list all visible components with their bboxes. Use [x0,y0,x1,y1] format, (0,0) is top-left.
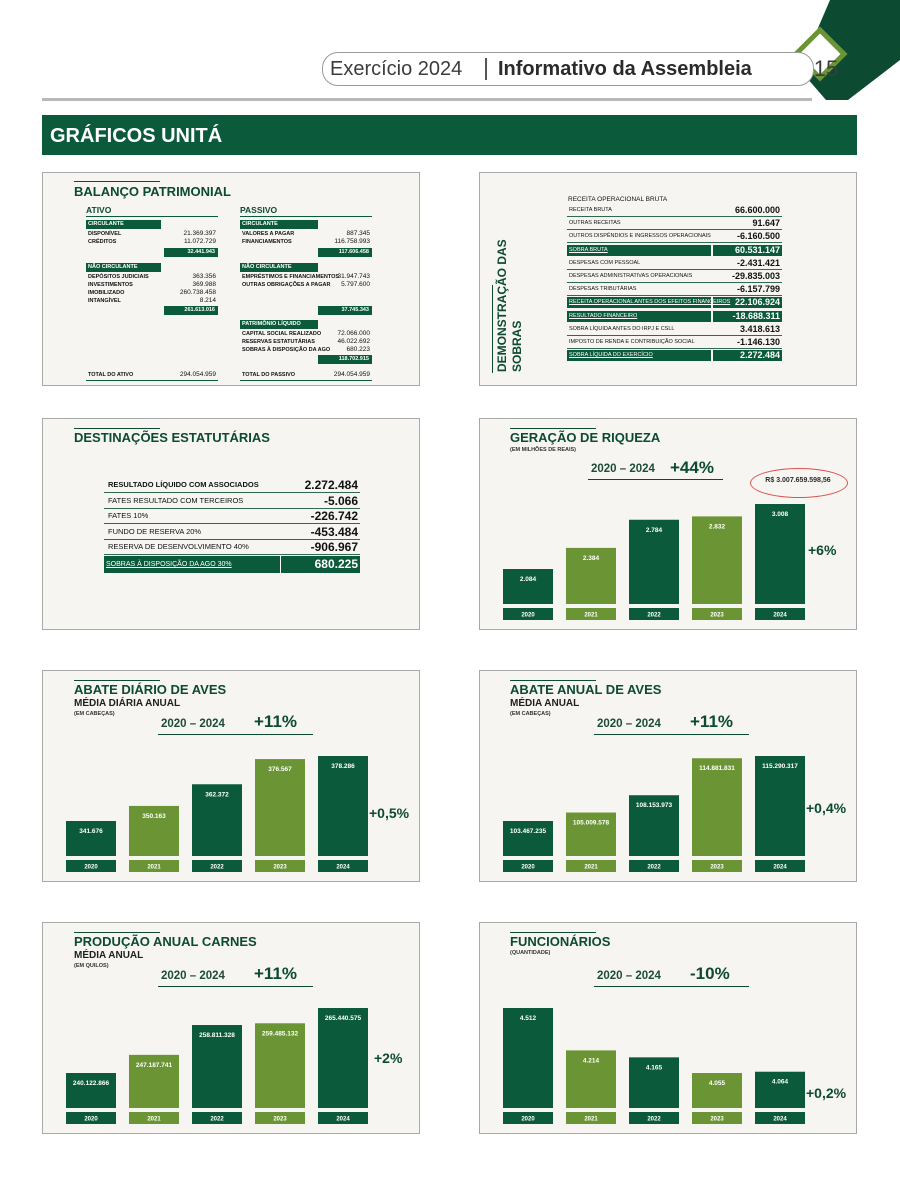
bar-value-label: 350.163 [142,812,166,820]
passivo-total-rule [240,380,372,381]
bar-value-label: 362.372 [205,791,229,799]
destinations-row-value: -906.967 [310,540,358,554]
destinations-final-divider [280,556,281,573]
bar-value-label: 114.881.831 [699,765,735,773]
demonstration-row-label: SOBRA BRUTA [569,246,608,253]
demonstration-row-value: 3.418.613 [739,323,780,334]
category-label: 2024 [773,612,787,619]
demonstration-row-label: OUTROS DISPÊNDIOS E INGRESSOS OPERACIONAIS [569,233,711,240]
category-label: 2020 [84,864,98,871]
destinations-row-label: FUNDO DE RESERVA 20% [108,526,202,536]
ativo-circulante-total: 32.441.943 [187,249,215,255]
bar-value-label: 378.286 [331,763,355,770]
ativo-row-label: INVESTIMENTOS [88,282,133,288]
category-label: 2023 [273,1116,287,1123]
ativo-row-label: DISPONÍVEL [88,231,122,237]
employees-period-change: -10% [690,964,730,983]
daily-slaughter-subtitle: MÉDIA DIÁRIA ANUAL [74,698,181,709]
chart-title-rule [74,932,160,933]
bar-value-label: 115.290.317 [762,763,798,770]
patrimonio-liquido-label: PATRIMÔNIO LÍQUIDO [242,321,301,327]
demonstration-row-label: DESPESAS TRIBUTÁRIAS [569,286,637,293]
category-label: 2023 [710,864,724,871]
bar-value-label: 2.384 [582,554,600,562]
meat-production-bar-chart [58,994,378,1129]
demonstration-row-label: RECEITA BRUTA [569,207,612,213]
chart-bar [503,1008,553,1108]
destinations-final-value: 680.225 [314,557,358,571]
ativo-row-label: DEPÓSITOS JUDICIAIS [88,274,149,280]
demonstration-row-rule [567,348,782,349]
category-label: 2022 [210,864,224,871]
wealth-chart-unit: (EM MILHÕES DE REAIS) [510,447,577,453]
employees-unit: (QUANTIDADE) [510,950,551,956]
passivo-circulante-total: 117.606.458 [338,249,369,255]
destinations-row-label: RESERVA DE DESENVOLVIMENTO 40% [108,542,249,551]
wealth-period: 2020 – 2024 [591,463,655,475]
annual-slaughter-period: 2020 – 2024 [597,718,661,730]
demonstration-row-label: SOBRA LÍQUIDA ANTES DO IRPJ E CSLL [569,325,675,332]
chart-title-rule [510,680,596,681]
category-label: 2021 [147,1116,161,1123]
bar-value-label: 2.084 [519,576,537,583]
ativo-row-value: 21.369.397 [183,230,216,237]
destinations-row-value: -226.742 [310,509,358,523]
ativo-total-label: TOTAL DO ATIVO [88,372,134,378]
demonstration-row-rule [567,216,782,217]
demonstration-row-value: -2.431.421 [736,257,780,268]
daily-slaughter-period-rule [158,734,313,735]
ativo-nao-circulante-total: 261.613.016 [184,307,215,313]
category-label: 2021 [584,864,598,871]
category-label: 2024 [336,1116,350,1123]
chart-bar [692,758,742,856]
wealth-bar-chart [495,490,815,625]
annual-slaughter-subtitle: MÉDIA ANUAL [510,698,580,709]
chart-bar [755,756,805,856]
passivo-circulante-label: CIRCULANTE [242,221,278,227]
category-label: 2020 [521,612,535,619]
demonstration-row-value: -6.157.799 [736,284,780,295]
ativo-nao-circulante-label: NÃO CIRCULANTE [88,264,138,270]
destinations-row-value: 2.272.484 [304,478,358,492]
meat-production-unit: (EM QUILOS) [74,963,109,969]
chart-bar [692,1073,742,1108]
chart-bar [318,756,368,856]
destinations-row-label: FATES 10% [108,511,149,520]
demonstration-row-label: SOBRA LÍQUIDA DO EXERCÍCIO [569,352,653,359]
ativo-total-value: 294.054.959 [179,371,216,378]
passivo-row-label: OUTRAS OBRIGAÇÕES A PAGAR [242,282,331,288]
ativo-row-value: 260.738.458 [179,289,216,296]
meat-production-title: PRODUÇÃO ANUAL CARNES [74,934,257,949]
daily-slaughter-bar-chart [58,742,378,877]
passivo-row-label: EMPRÉSTIMOS E FINANCIAMENTOS [242,274,340,280]
passivo-heading: PASSIVO [240,205,278,215]
category-label: 2020 [521,1116,535,1123]
bar-value-label: 4.512 [519,1015,537,1022]
demonstration-row-value: -18.688.311 [732,310,780,321]
section-title: GRÁFICOS UNITÁ [50,125,223,147]
demonstration-row-label: DESPESAS COM PESSOAL [569,259,641,266]
daily-slaughter-title: ABATE DIÁRIO DE AVES [74,682,227,697]
category-label: 2021 [584,1116,598,1123]
chart-bar [318,1008,368,1108]
destinations-panel [42,418,420,630]
category-label: 2023 [273,864,287,871]
employees-period-rule [594,986,749,987]
passivo-total-value: 294.054.959 [333,371,370,378]
chart-bar [755,504,805,604]
demonstration-row-value: -6.160.500 [736,231,780,242]
demonstration-row-value: 22.106.924 [734,297,780,308]
ativo-row-label: CRÉDITOS [88,239,117,245]
demonstration-row-rule [567,335,782,336]
passivo-nao-circulante-total: 37.745.343 [341,307,369,313]
ativo-row-label: INTANGÍVEL [88,298,121,304]
bar-value-label: 105.009.578 [572,819,610,827]
category-label: 2021 [584,612,598,619]
demonstration-row-rule [567,242,782,243]
demonstration-row-label: RECEITA OPERACIONAL ANTES DOS EFEITOS FINANCEIROS [569,299,731,306]
annual-slaughter-last-change: +0,4% [806,800,847,816]
annual-slaughter-bar-chart [495,742,815,877]
bar-value-label: 4.165 [645,1064,663,1072]
bar-value-label: 247.187.741 [135,1061,173,1069]
annual-slaughter-period-rule [594,734,749,735]
employees-title: FUNCIONÁRIOS [510,934,611,949]
employees-last-change: +0,2% [806,1085,847,1101]
passivo-row-value: 116.758.993 [334,238,370,245]
exercise-label: Exercício 2024 [330,58,463,80]
ativo-heading: ATIVO [86,205,112,215]
wealth-period-change: +44% [670,458,714,477]
chart-bar [755,1072,805,1108]
meat-production-period-change: +11% [254,964,298,983]
passivo-total-label: TOTAL DO PASSIVO [242,372,296,378]
destinations-row-label: FATES RESULTADO COM TERCEIROS [108,495,244,505]
category-label: 2023 [710,612,724,619]
demonstration-row-label: RESULTADO FINANCEIRO [569,312,638,319]
ativo-heading-rule [86,216,218,217]
demonstration-row-label: IMPOSTO DE RENDA E CONTRIBUIÇÃO SOCIAL [569,339,695,345]
balance-title: BALANÇO PATRIMONIAL [74,184,231,199]
demonstration-row-value: 91.647 [752,218,780,229]
passivo-heading-rule [240,216,372,217]
newsletter-title: Informativo da Assembleia [498,58,752,80]
destinations-row-rule [104,554,360,555]
bar-value-label: 4.214 [582,1057,600,1065]
bar-value-label: 240.122.866 [72,1080,110,1087]
passivo-row-value: 5.797.600 [341,281,370,288]
chart-bar [503,569,553,604]
daily-slaughter-period-change: +11% [254,712,298,731]
demonstration-row-label: OUTRAS RECEITAS [569,220,621,227]
passivo-row-value: 31.947.743 [337,273,370,280]
passivo-row-label: FINANCIAMENTOS [242,239,292,245]
category-label: 2024 [336,864,350,871]
bar-value-label: 341.676 [79,828,103,835]
wealth-chart-title: GERAÇÃO DE RIQUEZA [510,430,661,445]
passivo-row-label: SOBRAS À DISPOSIÇÃO DA AGO [242,347,331,353]
patrimonio-liquido-total: 118.702.915 [338,356,369,362]
passivo-row-value: 680.223 [346,346,370,353]
wealth-last-change: +6% [808,542,837,558]
wealth-callout: R$ 3.007.659.598,56 [765,477,831,484]
passivo-row-label: VALORES A PAGAR [242,231,295,237]
header-separator [485,58,487,80]
demonstration-row-rule [567,295,782,296]
bar-value-label: 258.811.328 [199,1032,235,1040]
ativo-row-value: 363.356 [192,273,216,280]
category-label: 2022 [210,1116,224,1123]
ativo-row-value: 11.072.729 [183,238,216,245]
bar-value-label: 4.055 [708,1080,726,1087]
category-label: 2022 [647,1116,661,1123]
meat-production-period-rule [158,986,313,987]
bar-value-label: 2.832 [708,523,726,531]
destinations-title-rule [74,428,160,429]
demonstration-vertical-title-1: DEMONSTRAÇÃO DAS [495,239,509,372]
demonstration-row-rule [567,229,782,230]
ativo-row-value: 8.214 [199,297,216,304]
bar-value-label: 103.467.235 [509,828,547,835]
ativo-circulante-label: CIRCULANTE [88,221,124,227]
demonstration-row-value: -29.835.003 [731,271,780,281]
annual-slaughter-unit: (EM CABEÇAS) [510,711,551,717]
chart-bar [66,1073,116,1108]
page-number: 15 [813,56,839,81]
wealth-period-rule [588,479,723,480]
demonstration-row-value: 60.531.147 [734,244,780,255]
ativo-row-label: IMOBILIZADO [88,290,125,296]
chart-title-rule [510,932,596,933]
employees-bar-chart [495,994,815,1129]
category-label: 2020 [521,864,535,871]
demonstration-row-rule [567,282,782,283]
demonstration-row-rule [567,269,782,270]
passivo-row-value: 72.066.000 [337,330,370,337]
bar-value-label: 265.440.575 [324,1015,362,1022]
destinations-row-value: -5.066 [323,493,358,508]
passivo-nao-circulante-label: NÃO CIRCULANTE [242,264,292,270]
category-label: 2024 [773,1116,787,1123]
bar-value-label: 376.567 [268,766,292,774]
bar-value-label: 4.064 [771,1078,789,1086]
category-label: 2022 [647,864,661,871]
demonstration-vertical-rule [492,285,493,373]
chart-bar [503,821,553,856]
destinations-row-value: -453.484 [310,524,358,539]
header-rule [42,98,812,101]
category-label: 2020 [84,1116,98,1123]
annual-slaughter-title: ABATE ANUAL DE AVES [510,682,662,697]
ativo-row-value: 369.988 [192,281,216,288]
destinations-title: DESTINAÇÕES ESTATUTÁRIAS [74,430,270,445]
meat-production-last-change: +2% [374,1050,403,1066]
demonstration-heading: RECEITA OPERACIONAL BRUTA [568,196,668,203]
bar-value-label: 259.485.132 [261,1030,299,1038]
ativo-total-rule [86,380,218,381]
chart-bar [66,821,116,856]
passivo-row-value: 887.345 [346,230,370,237]
balance-title-rule [74,181,160,182]
daily-slaughter-last-change: +0,5% [369,805,410,821]
passivo-row-label: CAPITAL SOCIAL REALIZADO [242,331,322,337]
destinations-final-label: SOBRAS À DISPOSIÇÃO DA AGO 30% [106,561,232,568]
meat-production-period: 2020 – 2024 [161,970,225,982]
bar-value-label: 3.008 [771,511,789,518]
category-label: 2024 [773,864,787,871]
daily-slaughter-unit: (EM CABEÇAS) [74,711,115,717]
destinations-row-label: RESULTADO LÍQUIDO COM ASSOCIADOS [108,480,259,489]
demonstration-row-label: DESPESAS ADMINISTRATIVAS OPERACIONAIS [569,273,693,279]
demonstration-row-value: -1.146.130 [736,337,780,347]
category-label: 2023 [710,1116,724,1123]
bar-value-label: 108.153.973 [635,802,673,810]
passivo-row-label: RESERVAS ESTATUTÁRIAS [242,339,315,345]
demonstration-vertical-title-2: SOBRAS [510,320,524,372]
employees-period: 2020 – 2024 [597,970,661,982]
chart-bar [255,759,305,856]
chart-title-rule [74,680,160,681]
chart-title-rule [510,428,596,429]
demonstration-row-value: 66.600.000 [734,205,780,215]
category-label: 2022 [647,612,661,619]
meat-production-subtitle: MÉDIA ANUAL [74,950,144,961]
passivo-row-value: 46.022.692 [337,338,370,345]
bar-value-label: 2.784 [645,526,663,534]
demonstration-row-value: 2.272.484 [739,350,780,361]
annual-slaughter-period-change: +11% [690,712,734,731]
category-label: 2021 [147,864,161,871]
daily-slaughter-period: 2020 – 2024 [161,718,225,730]
